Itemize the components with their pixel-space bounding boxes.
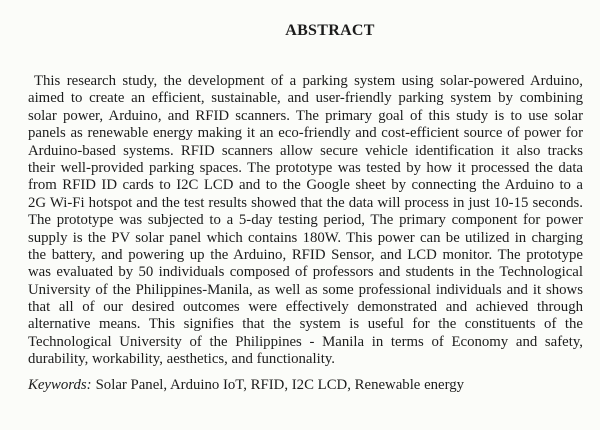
paragraph-line: supply is the PV solar panel which contains 180W. This power can be utilized in charging [28,229,583,246]
abstract-paragraph [28,73,583,369]
paragraph-line: panels as renewable energy making it an eco-friendly and cost-efficient source of power for [28,125,583,142]
paragraph-line: The prototype was subjected to a 5-day testing period, The primary component for power [28,212,583,229]
keywords-line [28,377,583,394]
paragraph-line: durability, workability, aesthetics, and functionality. [28,351,335,368]
paragraph-line: aimed to create an efficient, sustainable, and user-friendly parking system by combining [28,90,583,107]
paragraph-line: from RFID ID cards to I2C LCD and to the Google sheet by connecting the Arduino to a [28,177,583,194]
paragraph-line: 2G Wi-Fi hotspot and the test results showed that the data will process in just 10-15 seconds. [28,194,583,211]
paragraph-line: that all of our desired outcomes were effectively demonstrated and achieved through [28,299,583,316]
paragraph-line: Technological University of the Philippines - Manila in terms of Economy and safety, [28,333,583,350]
paragraph-line: solar power, Arduino, and RFID scanners. The primary goal of this study is to use solar [28,107,583,124]
paragraph-line: their well-provided parking spaces. The prototype was tested by how it processed the data [28,159,583,176]
keywords-label: Keywords: [28,377,92,393]
paragraph-line: the battery, and powering up the Arduino, RFID Sensor, and LCD monitor. The prototype [28,246,583,263]
paragraph-line: This research study, the development of a parking system using solar-powered Arduino, [34,73,583,89]
abstract-heading: ABSTRACT [285,22,375,39]
paragraph-line: was evaluated by 50 individuals composed of professors and students in the Technological [28,264,583,281]
paragraph-line: Arduino-based systems. RFID scanners allow secure vehicle identification it also tracks [28,142,583,159]
paragraph-line: alternative means. This signifies that the system is useful for the constituents of the [28,316,583,333]
keywords-text: Solar Panel, Arduino IoT, RFID, I2C LCD, Renewable energy [95,377,465,393]
paragraph-line: University of the Philippines-Manila, as well as some professional individuals and it shows [28,281,583,298]
